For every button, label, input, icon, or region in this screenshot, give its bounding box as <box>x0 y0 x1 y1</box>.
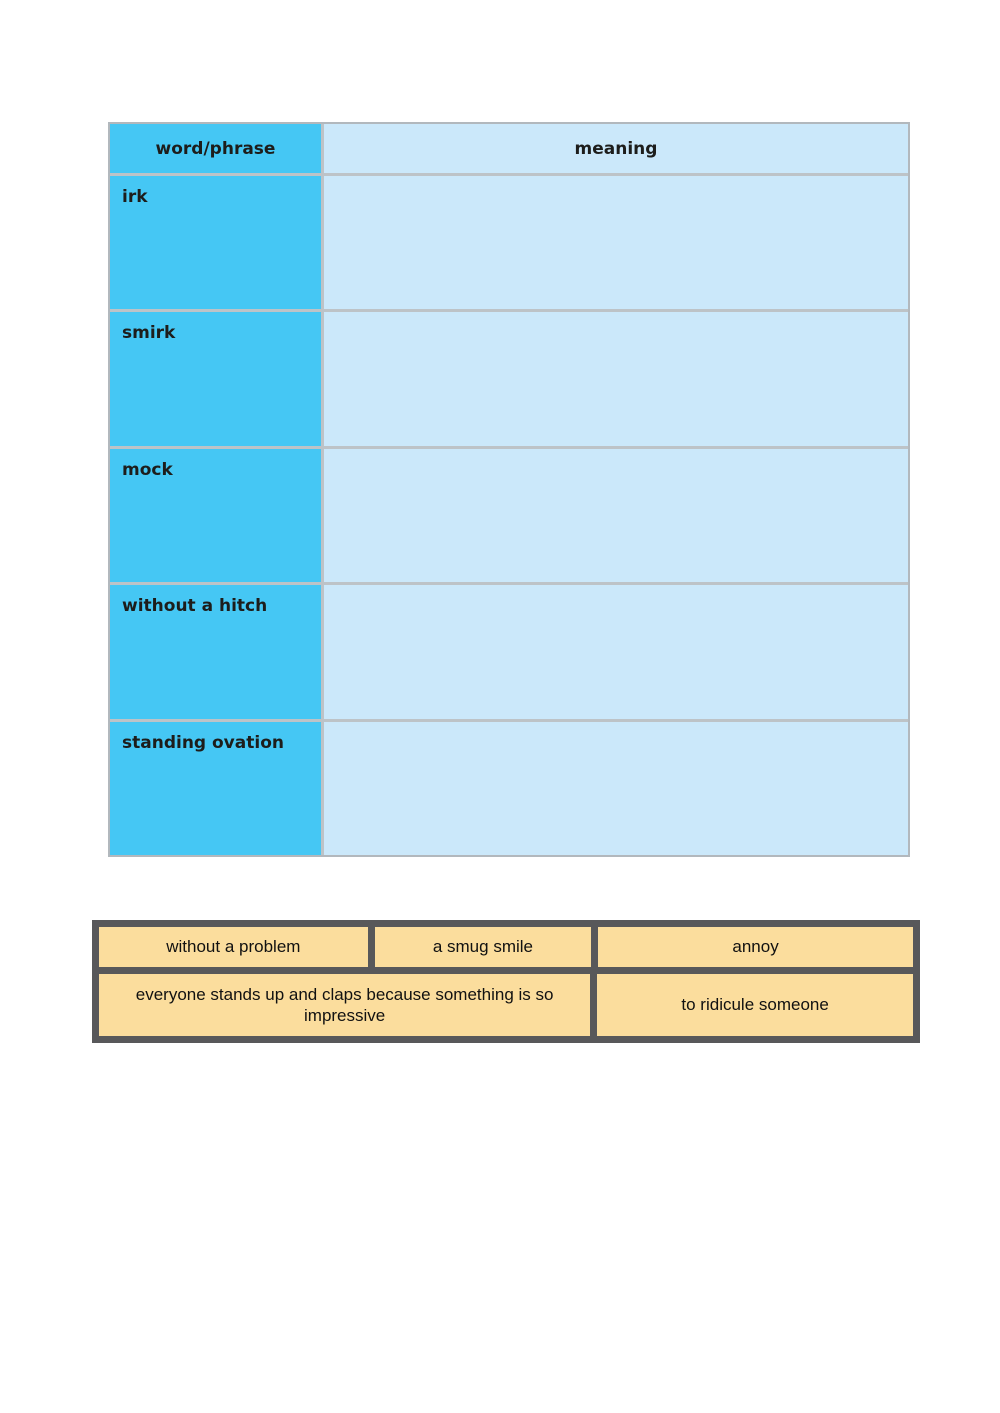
answer-bank <box>92 920 920 1043</box>
answer-chip-to-ridicule-someone[interactable]: to ridicule someone <box>597 974 913 1036</box>
answer-bank-row-2 <box>99 974 913 1036</box>
column-header-meaning: meaning <box>324 124 908 173</box>
answer-chip-without-a-problem[interactable]: without a problem <box>99 927 368 967</box>
word-cell-mock: mock <box>110 449 321 582</box>
meaning-drop-zone-smirk[interactable] <box>324 312 908 445</box>
word-cell-smirk: smirk <box>110 312 321 445</box>
meaning-drop-zone-mock[interactable] <box>324 449 908 582</box>
meaning-drop-zone-standing-ovation[interactable] <box>324 722 908 855</box>
column-header-word-phrase: word/phrase <box>110 124 321 173</box>
meaning-drop-zone-irk[interactable] <box>324 176 908 309</box>
word-cell-irk: irk <box>110 176 321 309</box>
word-cell-without-a-hitch: without a hitch <box>110 585 321 718</box>
meaning-drop-zone-without-a-hitch[interactable] <box>324 585 908 718</box>
answer-bank-row-1 <box>99 927 913 967</box>
word-cell-standing-ovation: standing ovation <box>110 722 321 855</box>
answer-chip-annoy[interactable]: annoy <box>598 927 913 967</box>
answer-chip-everyone-stands-up-and-claps[interactable]: everyone stands up and claps because something is so impressive <box>99 974 590 1036</box>
vocabulary-match-table <box>108 122 910 857</box>
answer-chip-a-smug-smile[interactable]: a smug smile <box>375 927 591 967</box>
